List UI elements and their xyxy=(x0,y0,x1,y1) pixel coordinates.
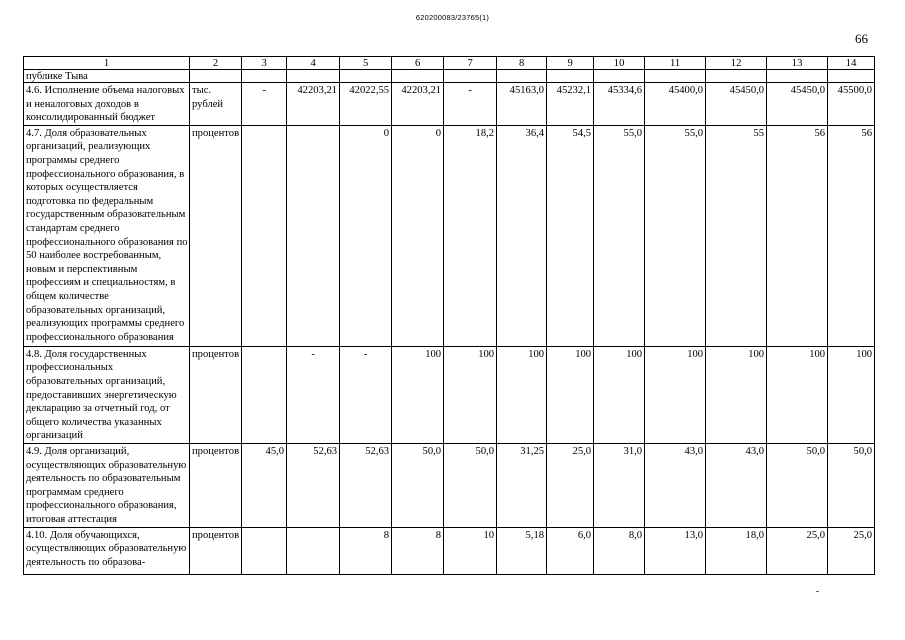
value-cell: 0 xyxy=(392,125,444,346)
value-cell: 100 xyxy=(547,346,594,443)
value-cell: 50,0 xyxy=(828,443,875,527)
value-cell: 100 xyxy=(767,346,828,443)
value-cell xyxy=(242,527,287,574)
column-header: 6 xyxy=(392,57,444,70)
indicator-cell: 4.6. Исполнение объема налоговых и неналоговых доходов в консолидированный бюджет xyxy=(24,83,190,126)
value-cell: 45400,0 xyxy=(645,83,706,126)
table-row xyxy=(24,346,875,443)
continuation-row xyxy=(24,70,875,83)
value-cell xyxy=(242,346,287,443)
table-row xyxy=(24,125,875,346)
value-cell: 55 xyxy=(706,125,767,346)
empty-cell xyxy=(242,70,287,83)
column-header: 14 xyxy=(828,57,875,70)
value-cell: 52,63 xyxy=(340,443,392,527)
value-cell: 6,0 xyxy=(547,527,594,574)
column-header: 5 xyxy=(340,57,392,70)
column-header: 8 xyxy=(497,57,547,70)
column-header: 1 xyxy=(24,57,190,70)
value-cell: 100 xyxy=(706,346,767,443)
column-header: 13 xyxy=(767,57,828,70)
empty-cell xyxy=(706,70,767,83)
value-cell: 50,0 xyxy=(392,443,444,527)
value-cell: 10 xyxy=(444,527,497,574)
value-cell: 45450,0 xyxy=(706,83,767,126)
value-cell: 100 xyxy=(828,346,875,443)
value-cell: 13,0 xyxy=(645,527,706,574)
value-cell: 45500,0 xyxy=(828,83,875,126)
value-cell: 45163,0 xyxy=(497,83,547,126)
unit-cell: процентов xyxy=(190,125,242,346)
indicator-cell: 4.8. Доля государственных профессиональных образовательных организаций, предоставивших энергетическую декларацию за отчетный год, от общего количества указанных организаций xyxy=(24,346,190,443)
value-cell: 42203,21 xyxy=(287,83,340,126)
column-header: 2 xyxy=(190,57,242,70)
unit-cell: процентов xyxy=(190,527,242,574)
value-cell: 56 xyxy=(828,125,875,346)
value-cell: 18,2 xyxy=(444,125,497,346)
value-cell: 25,0 xyxy=(767,527,828,574)
value-cell xyxy=(287,527,340,574)
value-cell: 100 xyxy=(645,346,706,443)
column-header: 12 xyxy=(706,57,767,70)
value-cell: 55,0 xyxy=(594,125,645,346)
value-cell: 50,0 xyxy=(444,443,497,527)
column-header: 7 xyxy=(444,57,497,70)
empty-cell xyxy=(594,70,645,83)
empty-cell xyxy=(828,70,875,83)
indicator-cell: 4.7. Доля образовательных организаций, реализующих программы среднего профессионального образования, в которых осуществляется подготовка по федеральным государственным образовательным стандартам среднего профессионального образования по 50 наиболее востребованным, новым и перспективным профессиям и специальностям, в общем количестве образовательных организаций, реализующих программы среднего профессионального образования xyxy=(24,125,190,346)
value-cell: 45232,1 xyxy=(547,83,594,126)
value-cell: 25,0 xyxy=(828,527,875,574)
unit-cell: тыс. рублей xyxy=(190,83,242,126)
empty-cell xyxy=(645,70,706,83)
value-cell: 8,0 xyxy=(594,527,645,574)
value-cell: 8 xyxy=(340,527,392,574)
unit-cell: процентов xyxy=(190,443,242,527)
value-cell: - xyxy=(444,83,497,126)
continuation-text: публике Тыва xyxy=(24,70,190,83)
value-cell: 52,63 xyxy=(287,443,340,527)
page-number: 66 xyxy=(855,31,868,46)
empty-cell xyxy=(497,70,547,83)
value-cell: 31,0 xyxy=(594,443,645,527)
value-cell xyxy=(287,125,340,346)
column-header: 10 xyxy=(594,57,645,70)
value-cell: 45334,6 xyxy=(594,83,645,126)
value-cell: 45450,0 xyxy=(767,83,828,126)
value-cell: 42203,21 xyxy=(392,83,444,126)
indicator-cell: 4.9. Доля организаций, осуществляющих образовательную деятельность по образовательным программам среднего профессионального образования, итоговая аттестация xyxy=(24,443,190,527)
value-cell: 31,25 xyxy=(497,443,547,527)
empty-cell xyxy=(340,70,392,83)
table-header-row xyxy=(24,57,875,70)
indicators-table xyxy=(23,56,875,575)
column-header: 3 xyxy=(242,57,287,70)
value-cell: 36,4 xyxy=(497,125,547,346)
value-cell: 54,5 xyxy=(547,125,594,346)
value-cell xyxy=(242,125,287,346)
table-row xyxy=(24,443,875,527)
table-row xyxy=(24,527,875,574)
value-cell: 100 xyxy=(444,346,497,443)
value-cell: 43,0 xyxy=(706,443,767,527)
empty-cell xyxy=(547,70,594,83)
column-header: 4 xyxy=(287,57,340,70)
empty-cell xyxy=(767,70,828,83)
value-cell: 100 xyxy=(497,346,547,443)
value-cell: 45,0 xyxy=(242,443,287,527)
value-cell: 43,0 xyxy=(645,443,706,527)
unit-cell: процентов xyxy=(190,346,242,443)
value-cell: 18,0 xyxy=(706,527,767,574)
value-cell: 55,0 xyxy=(645,125,706,346)
empty-cell xyxy=(444,70,497,83)
value-cell: 8 xyxy=(392,527,444,574)
value-cell: 100 xyxy=(594,346,645,443)
empty-cell xyxy=(392,70,444,83)
value-cell: 0 xyxy=(340,125,392,346)
value-cell: - xyxy=(340,346,392,443)
value-cell: 25,0 xyxy=(547,443,594,527)
value-cell: 50,0 xyxy=(767,443,828,527)
document-id: 620200083/23765(1) xyxy=(415,13,490,22)
value-cell: - xyxy=(242,83,287,126)
value-cell: 56 xyxy=(767,125,828,346)
column-header: 9 xyxy=(547,57,594,70)
scan-mark xyxy=(816,591,819,592)
column-header: 11 xyxy=(645,57,706,70)
empty-cell xyxy=(190,70,242,83)
value-cell: 42022,55 xyxy=(340,83,392,126)
indicator-cell: 4.10. Доля обучающихся, осуществляющих образовательную деятельность по образова- xyxy=(24,527,190,574)
value-cell: 5,18 xyxy=(497,527,547,574)
empty-cell xyxy=(287,70,340,83)
value-cell: 100 xyxy=(392,346,444,443)
table-row xyxy=(24,83,875,126)
value-cell: - xyxy=(287,346,340,443)
